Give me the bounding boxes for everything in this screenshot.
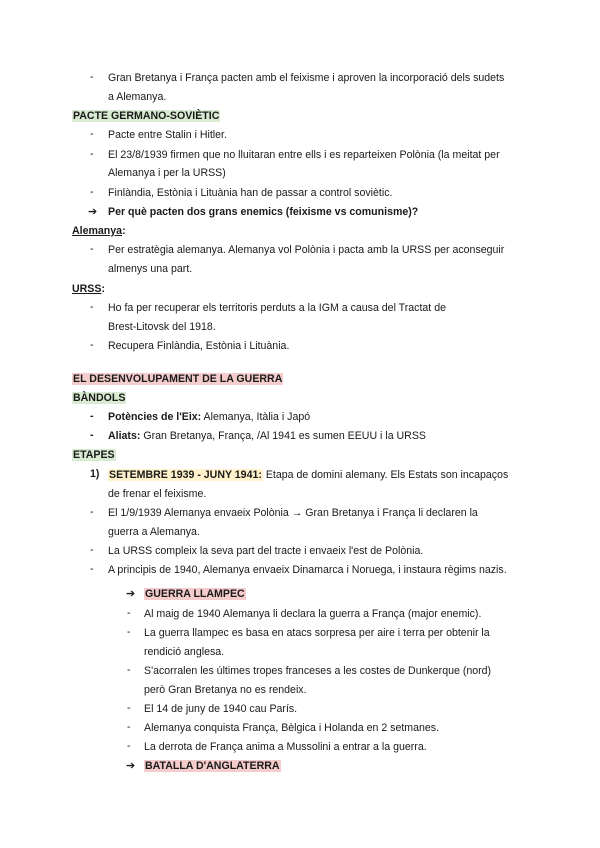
- pacte-heading-text: PACTE GERMANO-SOVIÈTIC: [73, 110, 220, 122]
- dash-bullet: -: [90, 410, 94, 422]
- etapa1-line-1: [108, 468, 508, 482]
- section-heading-pacte: [72, 109, 220, 123]
- batalla-heading: [144, 759, 281, 773]
- etapa1-line-2: de frenar el feixisme.: [108, 488, 207, 500]
- etapes-heading-text: ETAPES: [73, 449, 115, 461]
- guerra-item-2-line-1: La guerra llampec es basa en atacs sorpresa per aire i terra per obtenir la: [144, 627, 490, 639]
- dash-bullet: -: [90, 128, 94, 140]
- guerra-item-6: La derrota de França anima a Mussolini a entrar a la guerra.: [144, 741, 427, 753]
- etapa1-item-1-line-1: El 1/9/1939 Alemanya envaeix Polònia → Gran Bretanya i França li declaren la: [108, 507, 478, 519]
- alemanya-heading: [72, 224, 126, 238]
- pacte-item-1: Pacte entre Stalin i Hitler.: [108, 129, 227, 141]
- batalla-heading-text: BATALLA D'ANGLATERRA: [145, 760, 280, 772]
- guerra-item-3-line-1: S'acorralen les últimes tropes franceses a les costes de Dunkerque (nord): [144, 665, 492, 677]
- alemanya-heading-text: Alemanya: [72, 225, 123, 237]
- dash-bullet: -: [90, 243, 94, 255]
- dash-bullet: -: [90, 71, 94, 83]
- aliats-label: Aliats:: [108, 430, 141, 442]
- dash-bullet: -: [90, 563, 94, 575]
- pacte-item-2-line-2: Alemanya i per la URSS): [108, 167, 226, 179]
- dash-bullet: -: [127, 664, 131, 676]
- dash-bullet: -: [90, 186, 94, 198]
- etapa1-item-3: A principis de 1940, Alemanya envaeix Dinamarca i Noruega, i instaura règims nazis.: [108, 564, 507, 576]
- intro-text-line-1: Gran Bretanya i França pacten amb el feixisme i aproven la incorporació dels sudets: [108, 72, 505, 84]
- urss-item-2: Recupera Finlàndia, Estònia i Lituània.: [108, 340, 290, 352]
- guerra-item-5: Alemanya conquista França, Bèlgica i Holanda en 2 setmanes.: [144, 722, 440, 734]
- pacte-item-3: Finlàndia, Estònia i Lituània han de passar a control soviètic.: [108, 187, 393, 199]
- pacte-question: Per què pacten dos grans enemics (feixisme vs comunisme)?: [108, 206, 419, 218]
- dash-bullet: -: [90, 544, 94, 556]
- guerra-item-4: El 14 de juny de 1940 cau París.: [144, 703, 298, 715]
- urss-heading-colon: :: [101, 283, 105, 295]
- guerra-llampec-heading: [144, 587, 246, 601]
- dash-bullet: -: [90, 339, 94, 351]
- dash-bullet: -: [90, 301, 94, 313]
- arrow-right-icon: ➔: [126, 760, 136, 772]
- aliats-line: [108, 429, 426, 443]
- section-heading-bandols: [72, 391, 126, 405]
- dash-bullet: -: [90, 429, 94, 441]
- urss-heading-text: URSS: [72, 283, 102, 295]
- eix-text: Alemanya, Itàlia i Japó: [201, 411, 311, 423]
- etapa1-title: SETEMBRE 1939 - JUNY 1941:: [109, 469, 262, 481]
- intro-text-line-2: a Alemanya.: [108, 91, 167, 103]
- etapa1-item-2: La URSS compleix la seva part del tracte i envaeix l'est de Polònia.: [108, 545, 424, 557]
- bandols-heading-text: BÀNDOLS: [73, 392, 126, 404]
- alemanya-line-2: almenys una part.: [108, 263, 193, 275]
- section-heading-etapes: [72, 448, 116, 462]
- dash-bullet: -: [127, 702, 131, 714]
- dash-bullet: -: [127, 721, 131, 733]
- arrow-right-icon: ➔: [126, 588, 136, 600]
- guerra-item-1: Al maig de 1940 Alemanya li declara la guerra a França (major enemic).: [144, 608, 482, 620]
- urss-item-1-line-2: Brest-Litovsk del 1918.: [108, 321, 216, 333]
- aliats-text: Gran Bretanya, França, /Al 1941 es sumen EEUU i la URSS: [140, 430, 426, 442]
- desenvolupament-heading-text: EL DESENVOLUPAMENT DE LA GUERRA: [73, 373, 283, 385]
- pacte-item-2-line-1: El 23/8/1939 firmen que no lluitaran entre ells i es reparteixen Polònia (la meitat per: [108, 149, 500, 161]
- alemanya-line-1: Per estratègia alemanya. Alemanya vol Polònia i pacta amb la URSS per aconseguir: [108, 244, 505, 256]
- dash-bullet: -: [127, 740, 131, 752]
- urss-heading: [72, 282, 105, 296]
- dash-bullet: -: [127, 626, 131, 638]
- eix-line: [108, 410, 310, 424]
- dash-bullet: -: [127, 607, 131, 619]
- section-heading-desenvolupament: [72, 372, 283, 386]
- etapa-number: 1): [90, 468, 100, 480]
- dash-bullet: -: [90, 148, 94, 160]
- guerra-item-3-line-2: però Gran Bretanya no es rendeix.: [144, 684, 307, 696]
- etapa1-item-1-line-2: guerra a Alemanya.: [108, 526, 200, 538]
- dash-bullet: -: [90, 506, 94, 518]
- alemanya-heading-colon: :: [122, 225, 126, 237]
- guerra-llampec-heading-text: GUERRA LLAMPEC: [145, 588, 245, 600]
- urss-item-1-line-1: Ho fa per recuperar els territoris perduts a la IGM a causa del Tractat de: [108, 302, 446, 314]
- eix-label: Potències de l'Eix:: [108, 411, 202, 423]
- guerra-item-2-line-2: rendició anglesa.: [144, 646, 225, 658]
- arrow-right-icon: ➔: [88, 206, 98, 218]
- etapa1-text-1: Etapa de domini alemany. Els Estats son incapaços: [262, 469, 509, 481]
